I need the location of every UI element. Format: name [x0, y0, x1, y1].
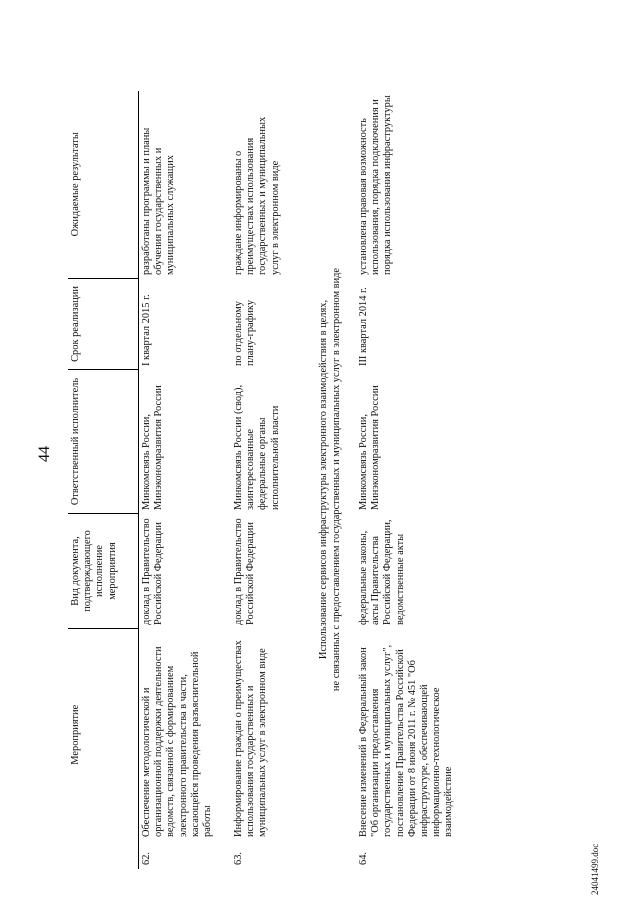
- table-row: [231, 91, 308, 869]
- row-number: 63.: [233, 852, 244, 865]
- section-heading: [308, 91, 356, 869]
- file-name: 24041499.doc: [590, 843, 600, 895]
- row-term: III квартал 2014 г.: [358, 287, 369, 366]
- table-row: [139, 91, 232, 869]
- row-document: доклад в Правительство Российской Федерации: [141, 518, 165, 625]
- row-result: разработаны программы и планы обучения государственных и муниципальных служащих: [141, 127, 177, 275]
- row-number: 62.: [141, 852, 152, 865]
- row-result: граждане информированы о преимуществах использования государственных и муниципальных услуг в электронном виде: [233, 116, 281, 275]
- measures-table: [68, 91, 490, 869]
- header-term: Срок реализации: [68, 279, 139, 370]
- header-measure: Мероприятие: [68, 629, 139, 841]
- row-measure: Информирование граждан о преимуществах использования государственных и муниципальных услуг в электронном виде: [233, 640, 269, 837]
- row-number: 64.: [358, 852, 369, 865]
- section-heading-line2: не связанных с предоставлением государственных и муниципальных услуг в электронном виде: [330, 267, 342, 692]
- page-number: 44: [36, 446, 53, 462]
- row-term: по отдельному плану-графику: [233, 299, 257, 366]
- row-measure: Внесение изменений в Федеральный закон "Об организации предоставления государственных и муниципальных услуг", постановление Правительства Российской Федерации от 8 июня 2011 г. № 451 "Об инфраструктуре, обеспечивающей информационно-технологическое взаимодействие: [358, 644, 455, 837]
- row-responsible: Минкомсвязь России, Минэкономразвития России: [358, 385, 382, 510]
- header-document: Вид документа, подтверждающего исполнение мероприятия: [68, 514, 139, 629]
- table-row: [356, 91, 490, 869]
- section-heading-line1: Использование сервисов инфраструктуры электронного взаимодействия в целях,: [318, 299, 329, 660]
- row-responsible: Минкомсвязь России (свод), заинтересованные федеральные органы исполнительной власти: [233, 384, 281, 510]
- header-responsible: Ответственный исполнитель: [68, 370, 139, 514]
- row-measure: Обеспечение методологической и организационной поддержки деятельности ведомств, связанной с формированием электронного правительства в части, касающейся проведения разъяснительной работы: [141, 646, 214, 837]
- row-term: I квартал 2015 г.: [141, 294, 152, 366]
- row-result: установлена правовая возможность использования, порядка подключения и порядка использования инфраструктуры: [358, 95, 394, 275]
- header-results: Ожидаемые результаты: [68, 91, 139, 279]
- section-heading-row: [308, 91, 356, 869]
- row-responsible: Минкомсвязь России, Минэкономразвития России: [141, 385, 165, 510]
- row-document: федеральные законы, акты Правительства Российской Федерации, ведомственные акты: [358, 519, 406, 625]
- row-document: доклад в Правительство Российской Федерации: [233, 518, 257, 625]
- table-header-row: [68, 91, 139, 869]
